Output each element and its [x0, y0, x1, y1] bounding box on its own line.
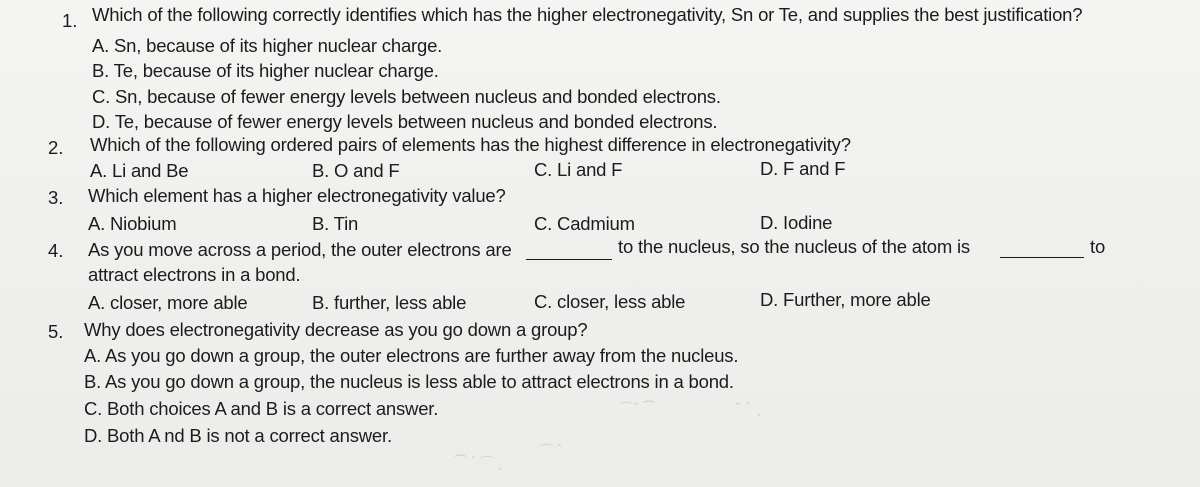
question-4-option-a: A. closer, more able [88, 292, 248, 313]
question-4-text-part1: As you move across a period, the outer electrons are [88, 239, 512, 260]
question-1-option-b: B. Te, because of its higher nuclear charge. [92, 60, 439, 81]
question-4-number: 4. [48, 240, 64, 261]
question-4-text-part3: to [1090, 236, 1106, 257]
worksheet: 1. Which of the following correctly identifies which has the higher electronegativity, Sn or Te, and supplies the best justification? A. Sn, because of its higher nuclear charge. B. Te, because of its higher nuclear charge. C. Sn, because of fewer energy levels between nucleus and bonded electrons. D. Te, because of fewer energy levels between nucleus and bonded electrons. 2. Which of the following ordered pairs of elements has the highest difference in electronegativity? A. Li and Be B. O and F C. Li and F D. F and F 3. Which element has a higher electronegativity value? A. Niobium B. Tin C. Cadmium D. Iodine 4. As you move across a period, the outer electrons are to the nucleus, so the nucleus of the atom is to attract electrons in a bond. A. closer, more able B. further, less able C. closer, less able D. Further, more able 5. Why does electronegativity decrease as you go down a group? A. As you go down a group, the outer electrons are further away from the nucleus. B. As you go down a group, the nucleus is less able to attract electrons in a bond. C. Both choices A and B is a correct answer. D. Both A nd B is not a correct answer. ⁀ ˊ ⌒ ˎ ⌒ ˋ ⌒˘ ⁀ ˘ ˋ ˎ [48, 4, 1106, 471]
question-4-option-d: D. Further, more able [760, 289, 931, 310]
question-5-number: 5. [48, 321, 64, 342]
question-3-option-a: A. Niobium [88, 213, 177, 234]
question-2-text: Which of the following ordered pairs of elements has the highest difference in electronegativity? [90, 134, 851, 155]
question-2-option-c: C. Li and F [534, 159, 623, 180]
question-5-text: Why does electronegativity decrease as you go down a group? [84, 319, 588, 340]
question-4-text-line2: attract electrons in a bond. [88, 264, 301, 285]
question-3-option-d: D. Iodine [760, 212, 833, 233]
question-4-blank-2 [1000, 243, 1084, 258]
question-5-option-b: B. As you go down a group, the nucleus is less able to attract electrons in a bond. [84, 371, 734, 392]
question-2-option-b: B. O and F [312, 160, 400, 181]
question-1-option-a: A. Sn, because of its higher nuclear charge. [92, 35, 443, 56]
question-3-text: Which element has a higher electronegativity value? [88, 185, 506, 206]
question-3-option-b: B. Tin [312, 213, 359, 234]
question-5-option-c: C. Both choices A and B is a correct answer. [84, 398, 439, 419]
question-3-option-c: C. Cadmium [534, 213, 635, 234]
question-4-blank-1 [526, 245, 612, 260]
question-3-number: 3. [48, 187, 64, 208]
question-1-text: Which of the following correctly identifies which has the higher electronegativity, Sn or Te, and supplies the best justification? [92, 4, 1083, 25]
question-4-option-c: C. closer, less able [534, 291, 686, 312]
question-5-option-d: D. Both A nd B is not a correct answer. [84, 425, 392, 446]
question-2-number: 2. [48, 137, 64, 158]
question-1-number: 1. [62, 10, 78, 31]
question-4-text-part2: to the nucleus, so the nucleus of the atom is [618, 236, 970, 257]
question-2-option-d: D. F and F [760, 158, 846, 179]
question-4-option-b: B. further, less able [312, 292, 467, 313]
question-1-option-d: D. Te, because of fewer energy levels between nucleus and bonded electrons. [92, 111, 718, 132]
question-2-option-a: A. Li and Be [90, 160, 189, 181]
question-1-option-c: C. Sn, because of fewer energy levels between nucleus and bonded electrons. [92, 86, 721, 107]
question-5-option-a: A. As you go down a group, the outer electrons are further away from the nucleus. [84, 345, 739, 366]
